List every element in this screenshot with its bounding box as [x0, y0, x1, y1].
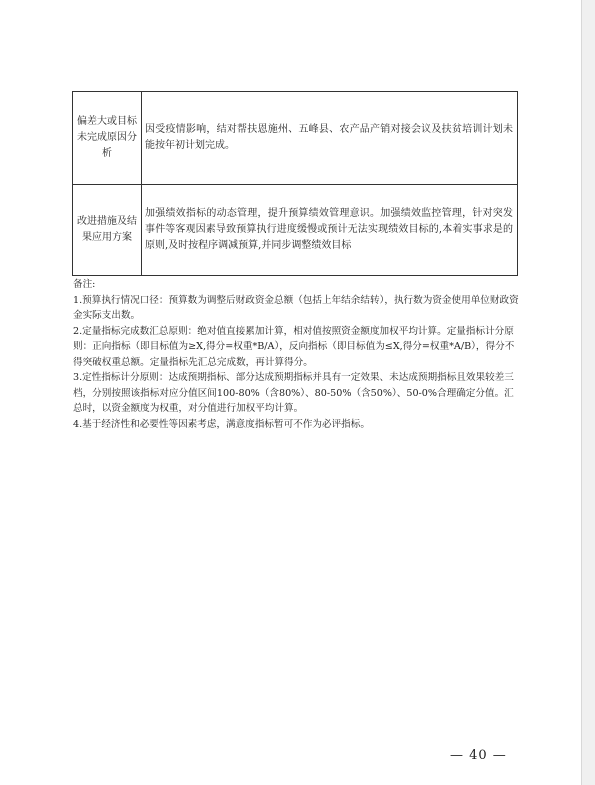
table-row	[73, 185, 518, 276]
row-content-deviation-analysis: 因受疫情影响，结对帮扶恩施州、五峰县、农产品产销对接会议及扶贫培训计划未能按年初计划完成。	[142, 92, 518, 185]
note-item-1: 1.预算执行情况口径：预算数为调整后财政资金总额（包括上年结余结转），执行数为资金使用单位财政资金实际支出数。	[73, 294, 519, 321]
notes-title: 备注:	[73, 279, 96, 290]
table-row	[73, 92, 518, 185]
performance-evaluation-table	[72, 91, 518, 276]
row-label-deviation-analysis: 偏差大或目标未完成原因分析	[73, 92, 142, 185]
note-item-4: 4.基于经济性和必要性等因素考虑，满意度指标暂可不作为必评指标。	[73, 418, 370, 430]
note-item-2: 2.定量指标完成数汇总原则：绝对值直接累加计算，相对值按照资金额度加权平均计算。定量指标计分原则：正向指标（即目标值为≥X,得分=权重*B/A），反向指标（即目标值为≤X,得分=权重*A/B），得分不得突破权重总额。定量指标先汇总完成数，再计算得分。	[73, 325, 515, 368]
page-number: — 40 —	[450, 748, 507, 763]
page-edge-divider	[581, 0, 582, 785]
notes-section	[73, 277, 519, 432]
row-label-improvement-measures: 改进措施及结果应用方案	[73, 185, 142, 276]
note-item-3: 3.定性指标计分原则：达成预期指标、部分达成预期指标并具有一定效果、未达成预期指标且效果较差三档，分别按照该指标对应分值区间100-80%（含80%）、80-50%（含50%）、50-0%合理确定分值。汇总时，以资金额度为权重，对分值进行加权平均计算。	[73, 372, 514, 414]
row-content-improvement-measures: 加强绩效指标的动态管理，提升预算绩效管理意识。加强绩效监控管理，针对突发事件等客观因素导致预算执行进度缓慢或预计无法实现绩效目标的,本着实事求是的原则,及时按程序调减预算,并同步调整绩效目标	[142, 185, 518, 276]
